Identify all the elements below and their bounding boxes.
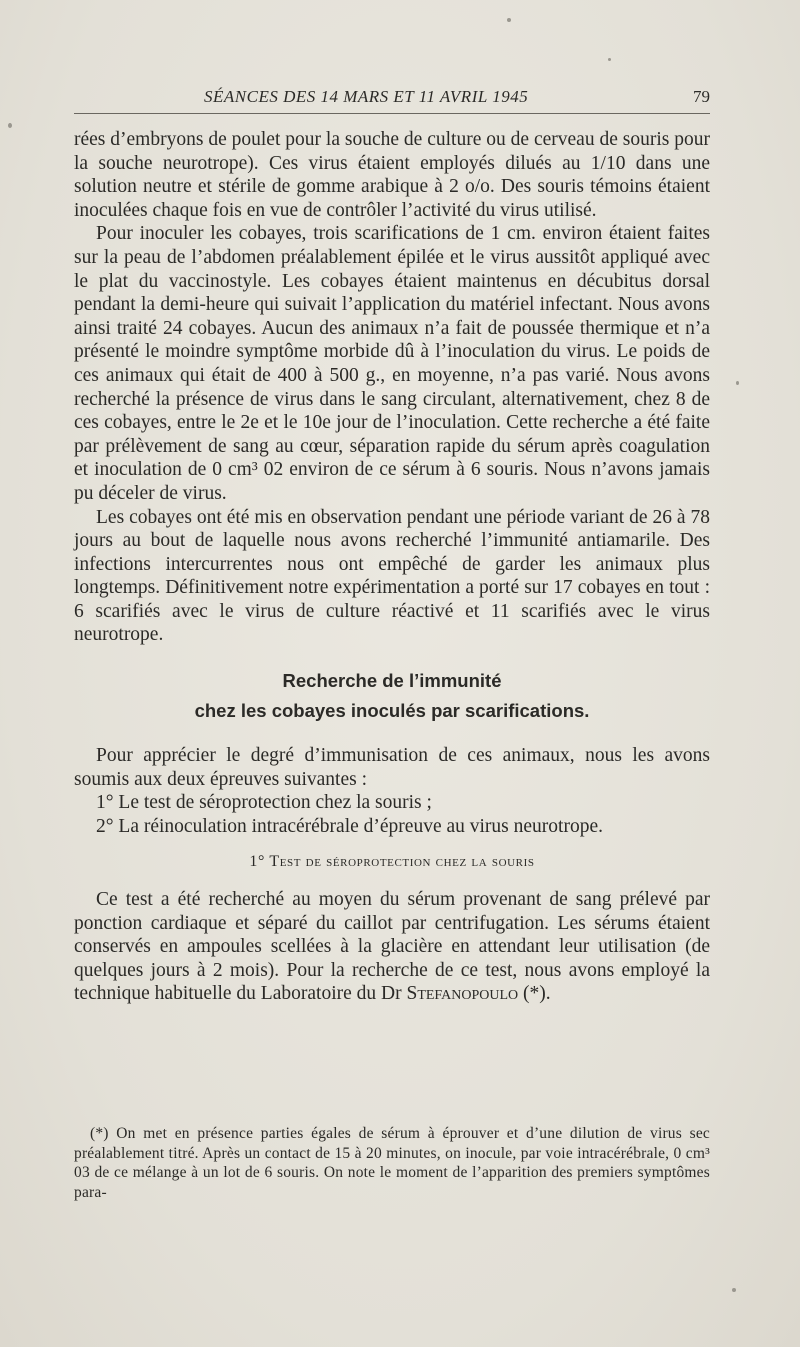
footnote-reference: (*). bbox=[518, 983, 551, 1005]
section-title bbox=[74, 666, 710, 726]
paper-speck bbox=[732, 1288, 736, 1292]
header-rule bbox=[74, 113, 710, 114]
footnote bbox=[74, 1124, 710, 1202]
running-head: SÉANCES DES 14 MARS ET 11 AVRIL 1945 bbox=[204, 87, 529, 106]
paper-speck bbox=[8, 123, 12, 128]
paragraph-immunisation: Pour apprécier le degré d’immunisation de ces animaux, nous les avons soumis aux deux épreuves suivantes : bbox=[74, 745, 710, 790]
subsection-title: 1° Test de séroprotection chez la souris bbox=[249, 853, 535, 871]
author-name: Stefanopoulo bbox=[406, 983, 519, 1005]
paper-speck bbox=[608, 58, 611, 61]
section-title-line-1: Recherche de l’immunité bbox=[282, 670, 502, 692]
body-text bbox=[74, 128, 710, 1006]
paragraph-serum-test-text: Ce test a été recherché au moyen du sérum provenant de sang prélevé par ponction cardiaque et séparé du caillot par centrifugation. Les sérums étaient conservés en ampoules scellées à la glacière en attendant leur utilisation (de quelques jours à 2 mois). Pour la recherche de ce test, nous avons employé la technique habituelle du Laboratoire du Dr bbox=[74, 889, 710, 1005]
section-title-line-2: chez les cobayes inoculés par scarifications. bbox=[194, 700, 590, 722]
paragraph-observation: Les cobayes ont été mis en observation pendant une période variant de 26 à 78 jours au bout de laquelle nous avons recherché l’immunité antiamarile. Des infections intercurrentes nous ont empêché de garder les animaux plus longtemps. Définitivement notre expérimentation a porté sur 17 cobayes en tout : 6 scarifiés avec le virus de culture réactivé et 11 scarifiés avec le virus neurotrope. bbox=[74, 506, 710, 646]
page-number: 79 bbox=[693, 87, 710, 106]
list-item-reinoculation: 2° La réinoculation intracérébrale d’épreuve au virus neurotrope. bbox=[96, 815, 603, 837]
paper-speck bbox=[507, 18, 511, 22]
paragraph-continuation: rées d’embryons de poulet pour la souche de culture ou de cerveau de souris pour la souche neurotrope). Ces virus étaient employés dilués au 1/10 dans une solution neutre et stérile de gomme arabique à 2 o/o. Des souris témoins étaient inoculées chaque fois en vue de contrôler l’activité du virus utilisé. bbox=[74, 129, 710, 221]
footnote-text: (*) On met en présence parties égales de sérum à éprouver et d’une dilution de virus sec préalablement titré. Après un contact de 15 à 20 minutes, on inocule, par voie intracérébrale, 0 cm³ 03 de ce mélange à un lot de 6 souris. On note le moment de l’apparition des premiers symptômes para- bbox=[74, 1125, 710, 1201]
paragraph-inoculation: Pour inoculer les cobayes, trois scarifications de 1 cm. environ étaient faites sur la peau de l’abdomen préalablement épilée et le virus aussitôt appliqué avec le plat du vaccinostyle. Les cobayes étaient maintenus en décubitus dorsal pendant la demi-heure qui suivait l’application du matériel infectant. Nous avons ainsi traité 24 cobayes. Aucun des animaux n’a fait de poussée thermique et n’a présenté le moindre symptôme morbide dû à l’inoculation du virus. Le poids de ces animaux qui était de 400 à 500 g., en moyenne, n’a pas varié. Nous avons recherché la présence de virus dans le sang circulant, alternativement, chez 8 de ces cobayes, entre le 2e et le 10e jour de l’inoculation. Cette recherche a été faite par prélèvement de sang au cœur, séparation rapide du sérum après coagulation et inoculation de 0 cm³ 02 environ de ce sérum à 6 souris. Nous n’avons jamais pu déceler de virus. bbox=[74, 223, 710, 504]
list-item-seroprotection: 1° Le test de séroprotection chez la souris ; bbox=[96, 792, 432, 814]
paragraph-serum-test bbox=[74, 888, 710, 1006]
page-header bbox=[74, 85, 710, 113]
paper-speck bbox=[736, 381, 739, 385]
